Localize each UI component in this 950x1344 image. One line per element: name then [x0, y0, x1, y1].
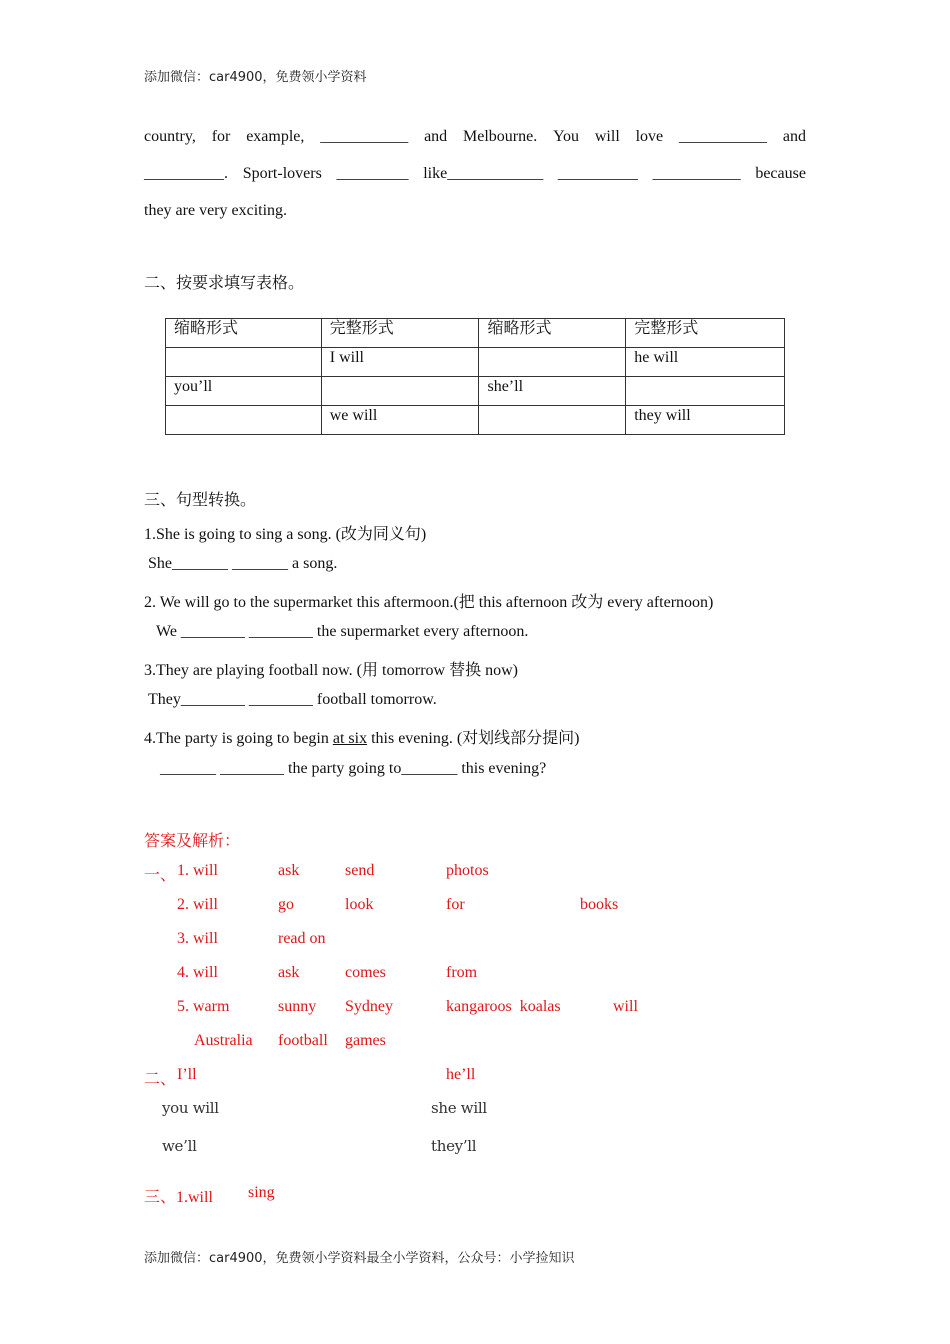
answers-part-1-label: 一、	[144, 867, 177, 884]
table-header: 完整形式	[321, 319, 479, 348]
page-header: 添加微信：car4900，免费领小学资料	[144, 70, 367, 85]
answer-item: from	[446, 964, 478, 981]
section-2-title: 二、按要求填写表格。	[144, 275, 305, 292]
table-row	[166, 406, 785, 435]
passage-line-1	[144, 128, 806, 146]
answer-item: go	[278, 896, 294, 913]
answer-item: for	[446, 896, 465, 913]
passage-word: You	[553, 128, 580, 145]
passage-word: Melbourne.	[463, 128, 538, 145]
answer-line-3: They________ ________ football tomorrow.	[148, 691, 437, 708]
passage-word: and	[424, 128, 448, 145]
passage-word: and	[782, 128, 806, 145]
table-header: 缩略形式	[479, 319, 626, 348]
question-4-text: 4.The party is going to begin	[144, 730, 333, 747]
passage-word: country,	[144, 128, 196, 145]
answer-item: 2. will	[177, 896, 218, 913]
question-4	[144, 725, 580, 748]
answer-line-4: _______ ________ the party going to_______ this evening?	[160, 760, 547, 777]
answer-item: look	[345, 896, 374, 913]
table-cell: I will	[321, 348, 479, 377]
passage-word: like____________	[423, 165, 544, 182]
passage-line-2	[144, 165, 806, 183]
table-cell	[479, 348, 626, 377]
table-cell: you’ll	[166, 377, 322, 406]
answer-item: games	[345, 1032, 386, 1049]
blank: __________	[557, 165, 638, 182]
answer-item: 4. will	[177, 964, 218, 981]
table-cell	[479, 406, 626, 435]
table-cell	[321, 377, 479, 406]
table-header-row	[166, 319, 785, 348]
answer-item: sing	[248, 1184, 275, 1201]
answer-item: comes	[345, 964, 386, 981]
table-cell: she’ll	[479, 377, 626, 406]
blank: ___________	[652, 165, 741, 182]
blank: __________.	[144, 165, 228, 182]
answer-item: sunny	[278, 998, 317, 1015]
answer-item: football	[278, 1032, 328, 1049]
blank: _________	[336, 165, 409, 182]
table-header: 缩略形式	[166, 319, 322, 348]
passage-word: Sport-lovers	[242, 165, 322, 182]
section-3-title: 三、句型转换。	[144, 492, 257, 509]
answers-part-2-label: 二、	[144, 1071, 177, 1088]
table-cell: we will	[321, 406, 479, 435]
passage-word: love	[635, 128, 664, 145]
answer-item: kangaroos koalas	[446, 998, 561, 1015]
answer-item: ask	[278, 964, 300, 981]
answer-line-2: We ________ ________ the supermarket every afternoon.	[156, 623, 529, 640]
question-2: 2. We will go to the supermarket this aftermoon.(把 this afternoon 改为 every afternoon)	[144, 594, 714, 611]
answer-item: read on	[278, 930, 326, 947]
answer-item: send	[345, 862, 375, 879]
answer-item: he’ll	[446, 1066, 476, 1083]
answers-title: 答案及解析：	[144, 833, 241, 850]
table-cell	[626, 377, 785, 406]
answer-line-1: She_______ _______ a song.	[148, 555, 338, 572]
answer-item: Australia	[194, 1032, 253, 1049]
answer-item: we’ll	[162, 1137, 197, 1155]
answers-part-3-label: 三、1.will	[144, 1189, 213, 1206]
answer-item: will	[613, 998, 638, 1015]
question-4-text: this evening. (对划线部分提问)	[367, 730, 580, 747]
table-header: 完整形式	[626, 319, 785, 348]
answer-item: photos	[446, 862, 489, 879]
table-cell: they will	[626, 406, 785, 435]
question-3: 3.They are playing football now. (用 tomorrow 替换 now)	[144, 662, 518, 679]
passage-word: for	[211, 128, 231, 145]
table-row	[166, 377, 785, 406]
contraction-table	[165, 318, 785, 435]
answer-item: they’ll	[431, 1137, 477, 1155]
passage-word: example,	[246, 128, 305, 145]
answer-item: 5. warm	[177, 998, 230, 1015]
answer-item: she will	[431, 1099, 487, 1117]
answer-item: you will	[162, 1099, 219, 1117]
answer-item: ask	[278, 862, 300, 879]
answer-item: Sydney	[345, 998, 393, 1015]
blank: ___________	[320, 128, 409, 145]
page-footer: 添加微信：car4900，免费领小学资料最全小学资料，公众号：小学捡知识	[144, 1251, 575, 1266]
table-cell: he will	[626, 348, 785, 377]
answer-item: 3. will	[177, 930, 218, 947]
table-cell	[166, 348, 322, 377]
passage-line-3: they are very exciting.	[144, 202, 288, 219]
blank: ___________	[679, 128, 767, 145]
table-cell	[166, 406, 322, 435]
passage-word: because	[755, 165, 806, 182]
answer-item: books	[580, 896, 619, 913]
answer-item: I’ll	[177, 1066, 197, 1083]
answer-item: 1. will	[177, 862, 218, 879]
underlined-phrase: at six	[332, 730, 368, 747]
question-1: 1.She is going to sing a song. (改为同义句)	[144, 526, 427, 543]
passage-word: will	[594, 128, 620, 145]
table-row	[166, 348, 785, 377]
